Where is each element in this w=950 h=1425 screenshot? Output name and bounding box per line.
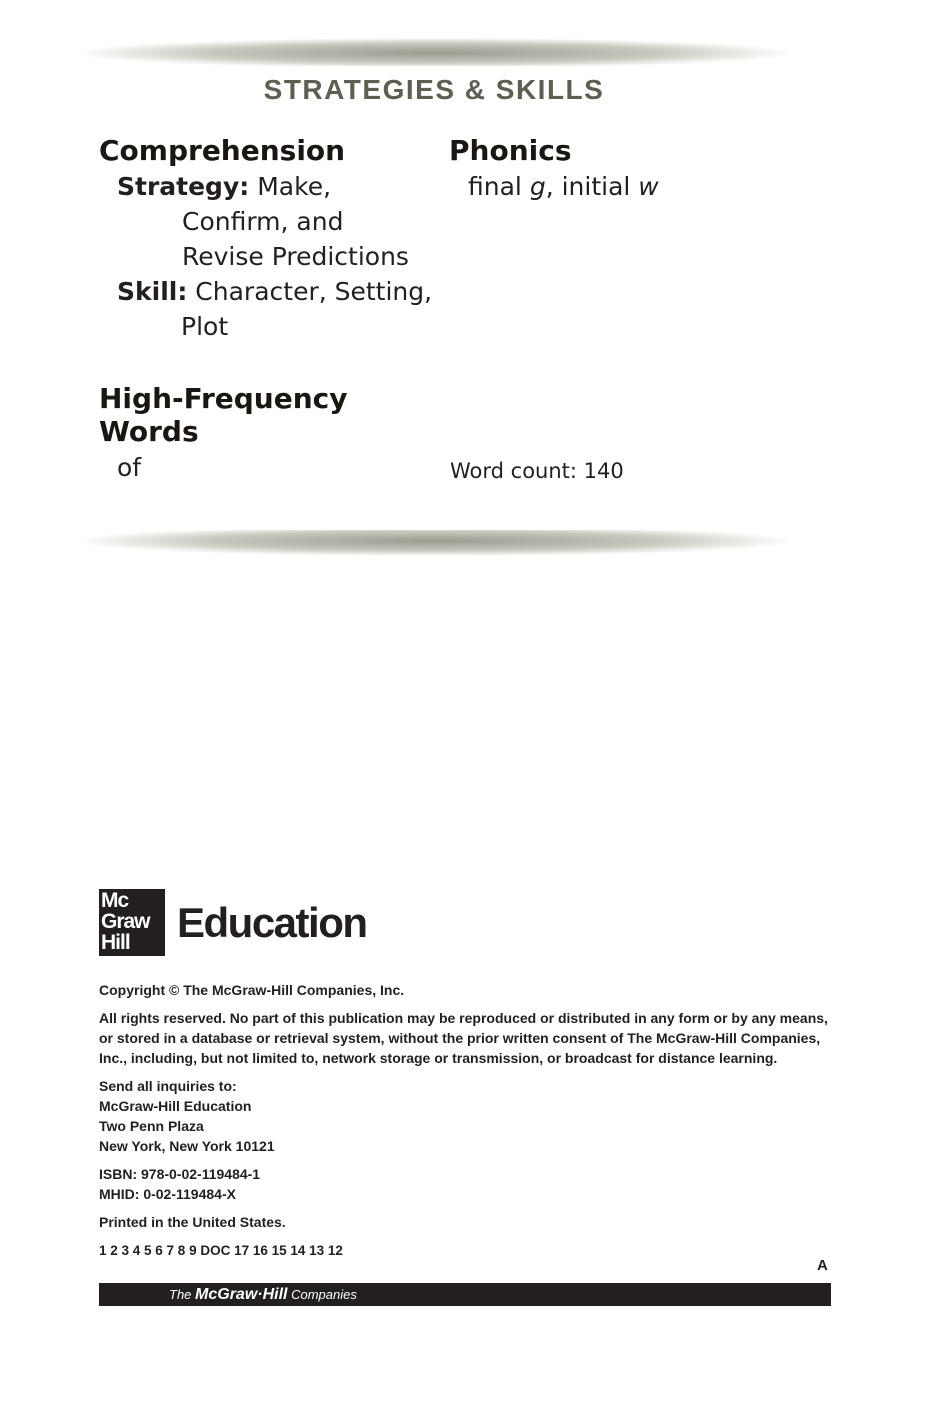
skill-line: [117, 274, 432, 309]
logo-line-2: Graw: [101, 910, 150, 933]
panel-bottom-shadow: [80, 526, 788, 556]
mcgraw-hill-logo-mark: [99, 889, 165, 956]
rights-line-3: Inc., including, but not limited to, network storage or transmission, or broadcast for distance learning.: [99, 1050, 778, 1066]
address-line-2: Two Penn Plaza: [99, 1118, 204, 1134]
printed-line: Printed in the United States.: [99, 1214, 286, 1230]
phonics-part-1: final: [468, 172, 530, 201]
footer-the: The: [169, 1287, 196, 1302]
comprehension-heading: Comprehension: [99, 134, 346, 167]
isbn-block: [99, 1164, 260, 1204]
panel-title: STRATEGIES & SKILLS: [263, 74, 605, 105]
phonics-letter-2: w: [638, 172, 659, 201]
hfw-heading-1: High-Frequency: [99, 382, 348, 415]
phonics-part-2: , initial: [545, 172, 639, 201]
skill-text-1: Character, Setting,: [195, 277, 433, 306]
rights-line-1: All rights reserved. No part of this publication may be reproduced or distributed in any form or by any means,: [99, 1010, 828, 1026]
strategy-line: [117, 169, 331, 204]
panel-top-shadow: [80, 38, 788, 68]
address-line-1: McGraw-Hill Education: [99, 1098, 252, 1114]
logo-line-1: Mc: [101, 889, 129, 912]
rights-line-2: or stored in a database or retrieval system, without the prior written consent of The McGraw-Hill Companies,: [99, 1030, 821, 1046]
mhid: MHID: 0-02-119484-X: [99, 1186, 236, 1202]
footer-brand: McGraw·Hill: [195, 1286, 288, 1303]
phonics-text: [468, 169, 659, 204]
address-line-3: New York, New York 10121: [99, 1138, 275, 1154]
print-line: 1 2 3 4 5 6 7 8 9 DOC 17 16 15 14 13 12: [99, 1243, 343, 1258]
strategy-label: Strategy:: [117, 172, 250, 201]
word-count: Word count: 140: [450, 459, 624, 483]
copyright-line: Copyright © The McGraw-Hill Companies, Inc.: [99, 982, 405, 998]
hfw-heading-2: Words: [99, 415, 199, 448]
strategy-text-3: Revise Predictions: [182, 242, 409, 271]
hfw-words: of: [117, 453, 142, 482]
logo-education-word: Education: [177, 899, 367, 946]
footer-bar: [99, 1283, 831, 1306]
inquiries-label: Send all inquiries to:: [99, 1078, 237, 1094]
skill-label: Skill:: [117, 277, 188, 306]
footer-companies: Companies: [287, 1287, 357, 1302]
isbn: ISBN: 978-0-02-119484-1: [99, 1166, 261, 1182]
level-letter: A: [817, 1257, 828, 1274]
phonics-heading: Phonics: [449, 134, 572, 167]
strategy-text-2: Confirm, and: [182, 207, 344, 236]
logo-line-3: Hill: [101, 931, 130, 954]
skill-text-2: Plot: [181, 312, 229, 341]
phonics-letter-1: g: [529, 172, 546, 201]
rights-paragraph: [99, 1008, 828, 1068]
strategy-text-1: Make,: [257, 172, 332, 201]
inquiries-block: [99, 1076, 275, 1156]
